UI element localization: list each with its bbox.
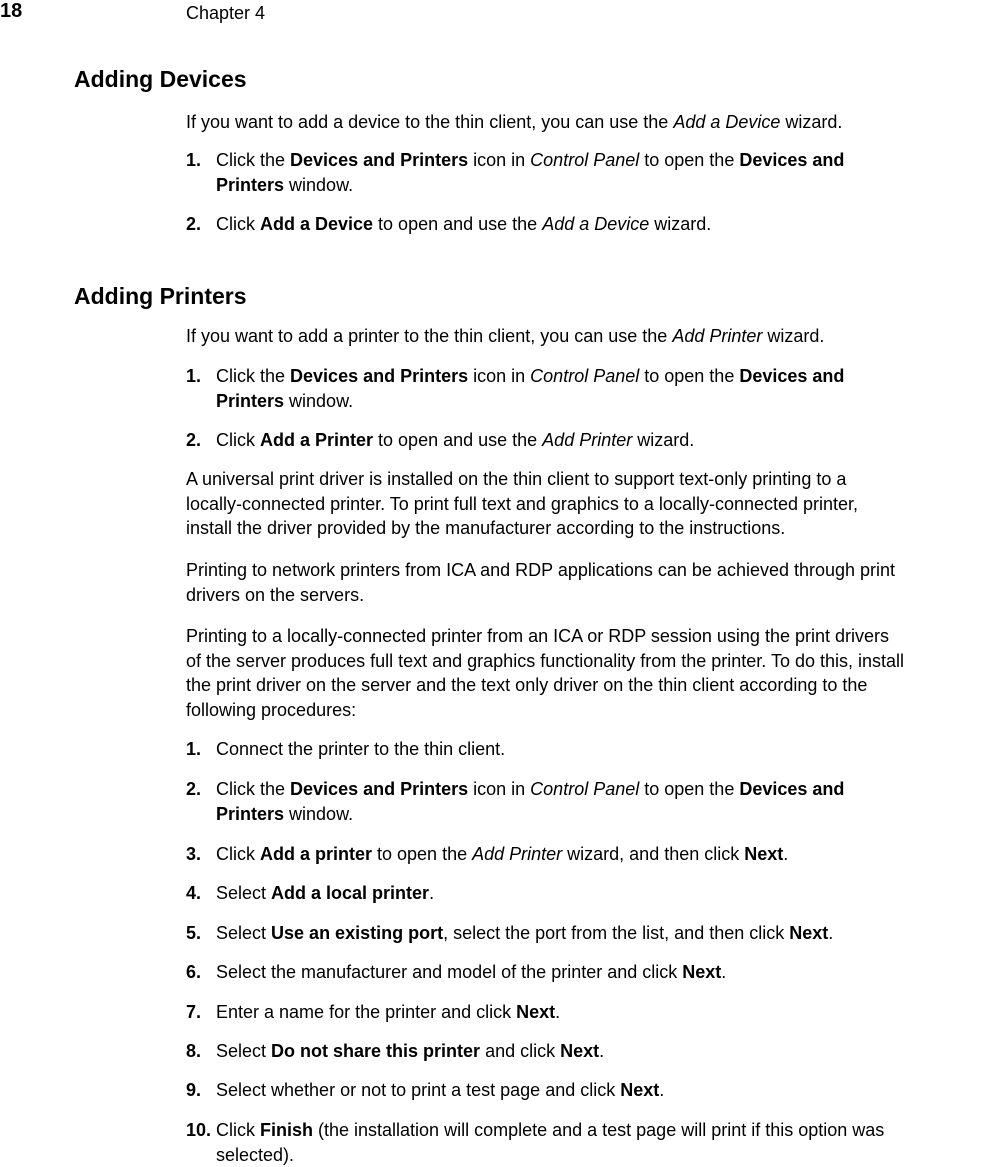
step-number: 5. (186, 923, 202, 943)
step-number: 2. (186, 779, 202, 799)
universal-driver-paragraph: A universal print driver is installed on the thin client to support text-only printing to a locally-connected printer. To print full text and graphics to a locally-connected printer, install the driver provided by the manufacturer according to the instructions. (186, 469, 859, 538)
step-number: 2. (186, 214, 202, 234)
step-number: 1. (186, 739, 202, 759)
step-number: 7. (186, 1002, 202, 1022)
procedure-step-3: 3. Click Add a printer to open the Add Printer wizard, and then click Next. (186, 842, 986, 867)
printers-intro: If you want to add a printer to the thin client, you can use the Add Printer wizard. (186, 326, 825, 346)
step-number: 9. (186, 1080, 202, 1100)
step-number: 10. (186, 1120, 212, 1140)
printers-step-1: 1. Click the Devices and Printers icon in Control Panel to open the Devices and Printers window. (186, 366, 845, 411)
procedure-step-2: 2. Click the Devices and Printers icon in Control Panel to open the Devices and Printers window. (186, 779, 845, 824)
procedure-step-7: 7. Enter a name for the printer and click Next. (186, 1000, 986, 1025)
procedure-step-8: 8. Select Do not share this printer and click Next. (186, 1039, 986, 1064)
procedure-step-9: 9. Select whether or not to print a test page and click Next. (186, 1078, 986, 1103)
step-number: 2. (186, 430, 202, 450)
procedure-step-5: 5. Select Use an existing port, select the port from the list, and then click Next. (186, 921, 986, 946)
local-printer-session-paragraph: Printing to a locally-connected printer from an ICA or RDP session using the print drivers of the server produces full text and graphics functionality from the printer. To do this, install the print driver on the server and the text only driver on the thin client according to the following procedures: (186, 626, 905, 720)
devices-step-1: 1. Click the Devices and Printers icon in Control Panel to open the Devices and Printers window. (186, 150, 845, 195)
chapter-label: Chapter 4 (186, 3, 266, 23)
step-number: 8. (186, 1041, 202, 1061)
heading-adding-printers: Adding Printers (74, 283, 247, 309)
procedure-step-10: 10. Click Finish (the installation will complete and a test page will print if this option was selected). (186, 1120, 885, 1165)
step-number: 4. (186, 883, 202, 903)
devices-intro: If you want to add a device to the thin client, you can use the Add a Device wizard. (186, 112, 843, 132)
step-number: 1. (186, 150, 202, 170)
step-number: 3. (186, 844, 202, 864)
procedure-step-1: 1. Connect the printer to the thin client. (186, 737, 986, 762)
page-number: 18 (0, 0, 23, 22)
step-number: 1. (186, 366, 202, 386)
heading-adding-devices: Adding Devices (74, 66, 247, 92)
procedure-step-6: 6. Select the manufacturer and model of the printer and click Next. (186, 960, 986, 985)
printers-step-2: 2. Click Add a Printer to open and use the Add Printer wizard. (186, 428, 986, 453)
step-number: 6. (186, 962, 202, 982)
devices-step-2: 2. Click Add a Device to open and use the Add a Device wizard. (186, 212, 986, 237)
network-printers-paragraph: Printing to network printers from ICA and RDP applications can be achieved through print drivers on the servers. (186, 560, 896, 605)
procedure-step-4: 4. Select Add a local printer. (186, 881, 986, 906)
